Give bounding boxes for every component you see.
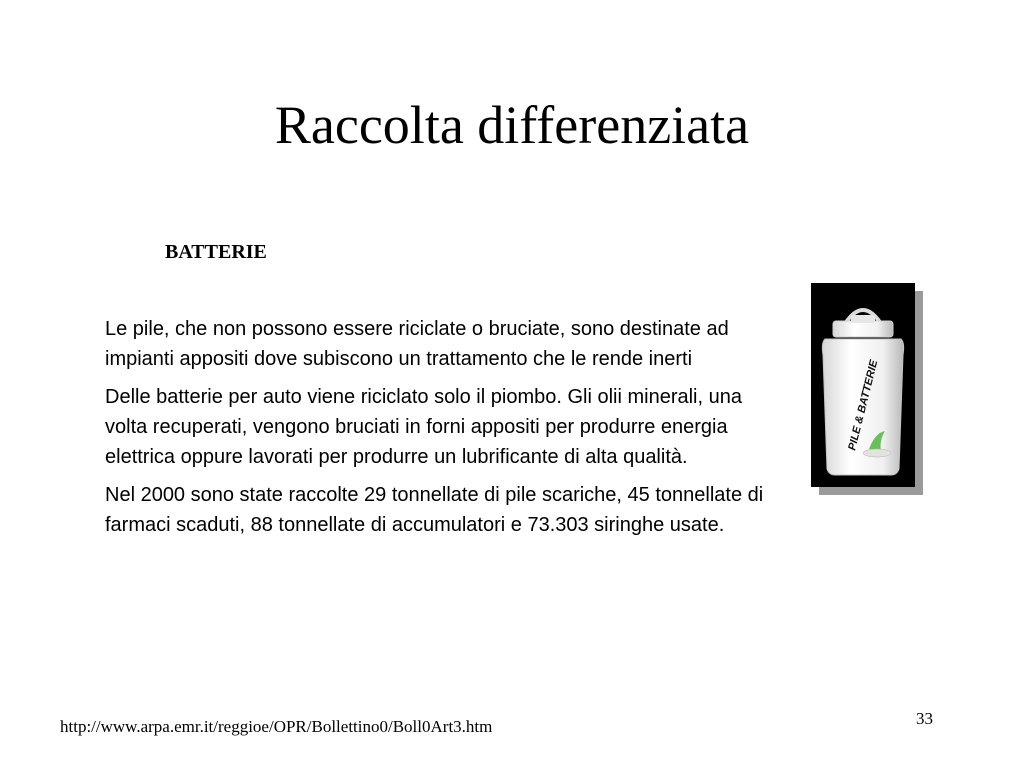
bin-label: PILE & BATTERIE	[846, 358, 881, 452]
paragraph-2: Delle batterie per auto viene riciclato solo il piombo. Gli olii minerali, una volta recuperati, vengono bruciati in forni appositi per produrre energia elettrica oppure lavorati per produrre un lubrificante di alta qualità.	[105, 386, 742, 468]
section-subtitle: BATTERIE	[165, 241, 267, 263]
footer-url: http://www.arpa.emr.it/reggioe/OPR/Bollettino0/Boll0Art3.htm	[60, 717, 493, 736]
battery-bin-image	[811, 283, 915, 487]
paragraph-3: Nel 2000 sono state raccolte 29 tonnellate di pile scariche, 45 tonnellate di farmaci scaduti, 88 tonnellate di accumulatori e 73.303 siringhe usate.	[105, 484, 764, 536]
slide-title: Raccolta differenziata	[274, 95, 750, 155]
paragraph-1: Le pile, che non possono essere riciclate o bruciate, sono destinate ad impianti appositi dove subiscono un trattamento che le rende inerti	[105, 318, 729, 370]
body-text	[105, 314, 765, 548]
page-number: 33	[916, 709, 933, 728]
image-frame	[811, 283, 915, 487]
